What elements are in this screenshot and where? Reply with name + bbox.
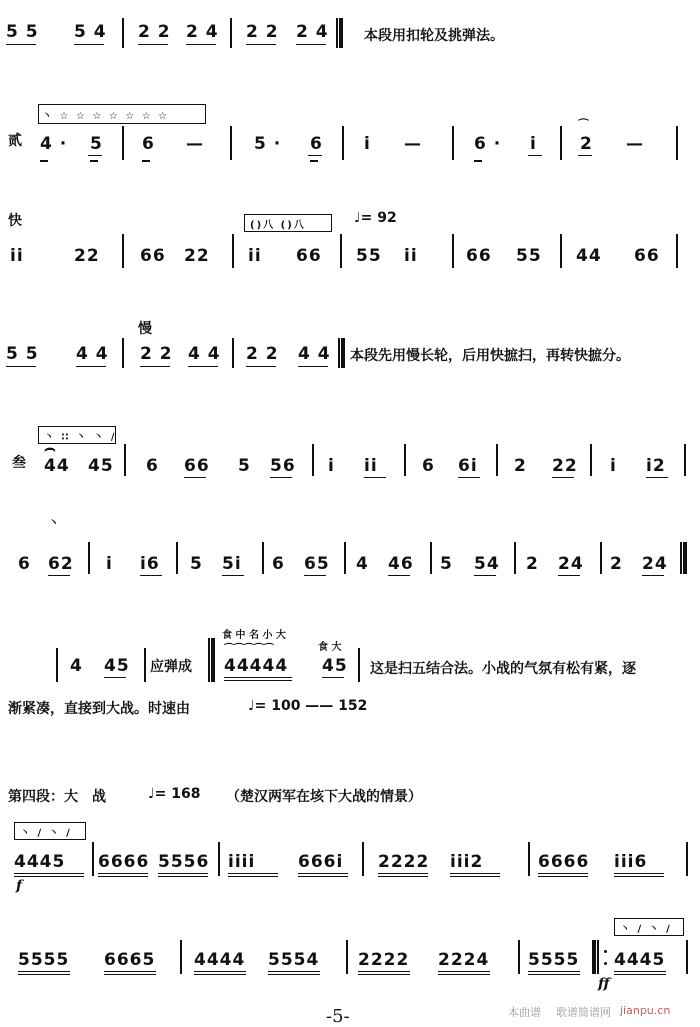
note-group: 65 (304, 554, 330, 574)
system-2 (0, 100, 700, 180)
performance-note: 本段用扣轮及挑弹法。 (364, 28, 504, 44)
underline (104, 974, 156, 975)
note-group: 5 5 (6, 22, 39, 42)
underline (438, 971, 490, 972)
double-barline (338, 338, 345, 368)
barline (122, 126, 124, 160)
note: 4 · (40, 134, 68, 154)
note-group: 44 (576, 246, 602, 266)
barline (218, 842, 220, 876)
tempo-change: ♩= 100 —— 152 (248, 698, 368, 714)
underline (270, 477, 292, 478)
slur-icon: ⌢ (44, 438, 56, 459)
dynamic-marking: f (16, 878, 23, 894)
sustain: — (186, 134, 204, 154)
underline (528, 974, 580, 975)
note: 5 (440, 554, 453, 574)
note-group: 55 (516, 246, 542, 266)
watermark-url: jianpu.cn (620, 1004, 671, 1017)
note-group: i6 (140, 554, 160, 574)
barline (230, 126, 232, 160)
barline (342, 126, 344, 160)
underline (538, 873, 588, 874)
technique-marks: ()八 ()八 (250, 220, 306, 231)
underline (48, 575, 70, 576)
underline (298, 876, 348, 877)
underline (140, 366, 170, 367)
section-description: （楚汉两军在垓下大战的情景） (226, 789, 422, 805)
performance-note: 这是扫五结合法。小战的气氛有松有紧，逐 (370, 661, 636, 677)
sustain: — (404, 134, 422, 154)
barline (344, 542, 346, 574)
underline (358, 974, 410, 975)
barline (684, 444, 686, 476)
note-group: 62 (48, 554, 74, 574)
note-group: 66 (634, 246, 660, 266)
underline (558, 575, 580, 576)
underline (378, 876, 428, 877)
note-group: iii6 (614, 852, 648, 872)
note-group: 2222 (358, 950, 410, 970)
note-group: 66 (296, 246, 322, 266)
note-group: 6666 (98, 852, 150, 872)
double-barline (336, 18, 343, 48)
underline (14, 873, 84, 874)
underline (18, 971, 70, 972)
note-group: i2 (646, 456, 666, 476)
technique-marks: 丶 ∕ 丶 ∕ (620, 924, 672, 935)
note-group: 6666 (538, 852, 590, 872)
barline (404, 444, 406, 476)
note: 4 (356, 554, 369, 574)
note: i (328, 456, 335, 476)
note-group: 6665 (104, 950, 156, 970)
barline (600, 542, 602, 574)
note-group: 5556 (158, 852, 210, 872)
note: 5 (90, 134, 103, 154)
note: i (610, 456, 617, 476)
technique-marks: 丶 ∕ 丶 ∕ (20, 828, 72, 839)
note-group: 6i (458, 456, 478, 476)
underline (538, 876, 588, 877)
barline (92, 842, 94, 876)
system-4 (0, 318, 700, 368)
barline (686, 842, 688, 876)
note: 6 (272, 554, 285, 574)
underline (6, 366, 36, 367)
underline (74, 44, 104, 45)
note: 6 (146, 456, 159, 476)
note-group: 45 (104, 656, 130, 676)
section-title: 第四段：大 战 (8, 789, 106, 805)
barline (88, 542, 90, 574)
barline (676, 234, 678, 268)
underline (304, 575, 326, 576)
underline (438, 974, 490, 975)
underline (528, 155, 542, 156)
note: 6 (142, 134, 155, 154)
note: 6 (18, 554, 31, 574)
note-group: 4 4 (188, 344, 221, 364)
barline (362, 842, 364, 876)
barline (56, 648, 58, 682)
underline (646, 477, 668, 478)
underline (458, 477, 480, 478)
underline (268, 974, 320, 975)
stroke-marks: ⌒⌒⌒⌒⌒ (224, 644, 274, 655)
underline (614, 971, 666, 972)
barline (452, 234, 454, 268)
note: 5 · (254, 134, 282, 154)
low-octave-dash (474, 160, 482, 162)
note-group: 2 2 (140, 344, 173, 364)
note: 6 (310, 134, 323, 154)
note-group: ii (364, 456, 378, 476)
system-9 (0, 916, 700, 996)
underline (388, 575, 410, 576)
barline (528, 842, 530, 876)
finger-labels: 食 大 (318, 642, 342, 653)
note-group: 4445 (614, 950, 666, 970)
note-group: 2 4 (186, 22, 219, 42)
dynamic-marking: ff (598, 976, 610, 992)
system-6 (0, 514, 700, 578)
underline (76, 366, 106, 367)
note-group: ii (10, 246, 24, 266)
note-group: iiii (228, 852, 256, 872)
underline (188, 366, 218, 367)
barline (590, 444, 592, 476)
note-group: 56 (270, 456, 296, 476)
underline (140, 575, 162, 576)
underline (6, 44, 36, 45)
system-5 (0, 422, 700, 482)
underline (578, 155, 592, 156)
note-group: 66 (140, 246, 166, 266)
barline (358, 648, 360, 682)
barline (340, 234, 342, 268)
note: 2 (526, 554, 539, 574)
note-group: 46 (388, 554, 414, 574)
low-octave-dash (142, 160, 150, 162)
underline (450, 876, 500, 877)
system-7 (0, 618, 700, 728)
underline (322, 677, 344, 678)
underline (138, 44, 168, 45)
note-group: iii2 (450, 852, 484, 872)
note-group: ii (248, 246, 262, 266)
note-group: 22 (184, 246, 210, 266)
barline (560, 126, 562, 160)
barline (686, 940, 688, 974)
low-octave-dash (90, 160, 98, 162)
watermark-text: 歌谱简谱网 (556, 1006, 611, 1019)
note-group: 5555 (528, 950, 580, 970)
section-4-header (0, 784, 700, 808)
barline (496, 444, 498, 476)
system-1 (0, 18, 700, 58)
system-8 (0, 818, 700, 894)
note-group: 24 (558, 554, 584, 574)
underline (104, 971, 156, 972)
barline (514, 542, 516, 574)
underline (14, 876, 84, 877)
technique-marks: 丶 ☆ ☆ ☆ ☆ ☆ ☆ ☆ (42, 111, 170, 122)
underline (364, 477, 386, 478)
barline (124, 444, 126, 476)
section-label: 贰 (8, 133, 22, 149)
note-group: 5 4 (74, 22, 107, 42)
tempo-word: 快 (8, 213, 22, 229)
note: 5 (238, 456, 251, 476)
underline (228, 876, 278, 877)
underline (104, 677, 126, 678)
note-group: 45 (88, 456, 114, 476)
note-group: 2 2 (246, 344, 279, 364)
barline (232, 338, 234, 368)
underline (194, 974, 246, 975)
note-group: 2 2 (138, 22, 171, 42)
fermata-icon: ⌒ (578, 118, 589, 131)
barline (230, 18, 232, 48)
note: i (364, 134, 371, 154)
note-group: 4 4 (76, 344, 109, 364)
repeat-barline (592, 940, 599, 974)
underline (614, 873, 664, 874)
system-3 (0, 206, 700, 276)
underline (308, 155, 322, 156)
underline (98, 873, 148, 874)
note-group: 2224 (438, 950, 490, 970)
low-octave-dash (40, 160, 48, 162)
note-group: 44 (44, 456, 70, 476)
note-group: 4445 (14, 852, 66, 872)
note: 2 (610, 554, 623, 574)
barline (122, 338, 124, 368)
underline (614, 974, 666, 975)
performance-note-cont: 渐紧凑，直接到大战。时速由 (8, 701, 190, 717)
accent-icon: 丶 (48, 516, 59, 529)
finger-labels: 食 中 名 小 大 (222, 630, 286, 641)
underline (552, 477, 574, 478)
barline (122, 234, 124, 268)
barline (180, 940, 182, 974)
note-group: 5555 (18, 950, 70, 970)
technique-marks: 丶 ∷ 丶 丶 ∕ (44, 432, 117, 443)
underline (378, 873, 428, 874)
underline (246, 44, 276, 45)
note-group: 2 4 (296, 22, 329, 42)
barline (452, 126, 454, 160)
sustain: — (626, 134, 644, 154)
note-group: 5 5 (6, 344, 39, 364)
underline (228, 873, 278, 874)
underline (222, 575, 244, 576)
note: 4 (70, 656, 83, 676)
underline (474, 575, 496, 576)
barline (232, 234, 234, 268)
underline (642, 575, 664, 576)
underline (98, 876, 148, 877)
underline (296, 44, 326, 45)
underline (450, 873, 500, 874)
underline (358, 971, 410, 972)
barline (518, 940, 520, 974)
note: 6 (422, 456, 435, 476)
repeat-dot (604, 950, 607, 953)
underline (298, 366, 328, 367)
underline (186, 44, 216, 45)
tempo-word: 慢 (138, 321, 152, 337)
performance-note: 本段先用慢长轮，后用快摭扫，再转快摭分。 (350, 348, 630, 364)
underline (158, 876, 208, 877)
underline (528, 971, 580, 972)
note-group: 5i (222, 554, 242, 574)
note-group: 45 (322, 656, 348, 676)
underline (88, 155, 102, 156)
repeat-dot (604, 962, 607, 965)
underline (158, 873, 208, 874)
note-group: 2222 (378, 852, 430, 872)
barline (122, 18, 124, 48)
underline (268, 971, 320, 972)
note-group: 666i (298, 852, 344, 872)
underline (184, 477, 206, 478)
note-group: 4 4 (298, 344, 331, 364)
low-octave-dash (310, 160, 318, 162)
tempo-marking: ♩= 168 (148, 786, 201, 802)
note-group: 54 (474, 554, 500, 574)
note: 2 (580, 134, 593, 154)
section-label: 叁 (12, 455, 26, 471)
double-barline (680, 542, 687, 574)
barline (176, 542, 178, 574)
note: i (530, 134, 537, 154)
note: i (106, 554, 113, 574)
underline (298, 873, 348, 874)
barline (262, 542, 264, 574)
page-number: -5- (326, 1006, 350, 1027)
barline (430, 542, 432, 574)
underline (194, 971, 246, 972)
underline (224, 677, 292, 678)
barline (312, 444, 314, 476)
note-group: 5554 (268, 950, 320, 970)
instruction-label: 应弹成 (150, 659, 192, 675)
note: 2 (514, 456, 527, 476)
note-group: 22 (74, 246, 100, 266)
double-barline (208, 638, 215, 682)
note-group: 55 (356, 246, 382, 266)
note-group: 66 (184, 456, 210, 476)
underline (614, 876, 664, 877)
note: 5 (190, 554, 203, 574)
underline (18, 974, 70, 975)
note-group: 2 2 (246, 22, 279, 42)
note-group: 22 (552, 456, 578, 476)
underline (224, 680, 292, 681)
tempo-marking: ♩= 92 (354, 210, 397, 226)
barline (676, 126, 678, 160)
note: 6 · (474, 134, 502, 154)
note-group: 4444 (194, 950, 246, 970)
barline (346, 940, 348, 974)
note-group: 66 (466, 246, 492, 266)
barline (144, 648, 146, 682)
note-group: 44444 (224, 656, 289, 676)
note-group: 24 (642, 554, 668, 574)
watermark-text: 本曲谱 (508, 1006, 541, 1019)
barline (560, 234, 562, 268)
note-group: ii (404, 246, 418, 266)
underline (246, 366, 276, 367)
